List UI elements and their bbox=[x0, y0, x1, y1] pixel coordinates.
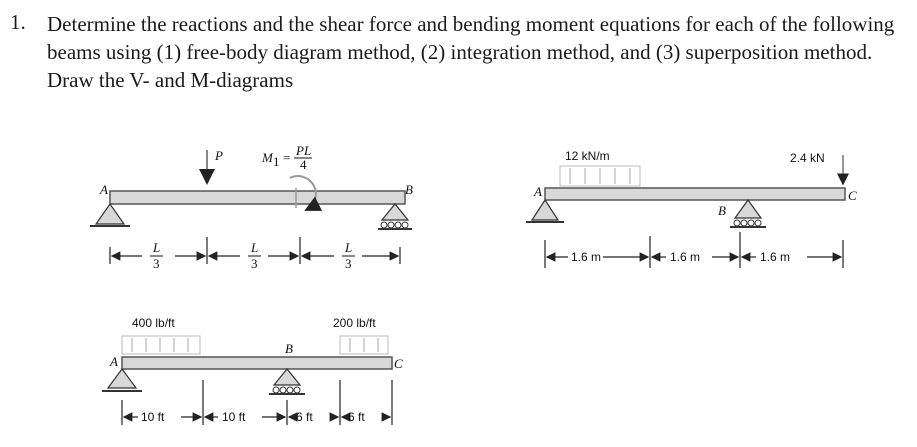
roller-wheel-icon bbox=[402, 222, 408, 228]
dim-1-denominator: 3 bbox=[153, 256, 160, 271]
beam-3-figure bbox=[102, 316, 403, 425]
moment-equals: = bbox=[283, 150, 291, 165]
support-a-label-3: A bbox=[110, 354, 118, 369]
roller-wheel-icon bbox=[388, 222, 394, 228]
roller-wheel-icon bbox=[381, 222, 387, 228]
dim-2-denominator: 3 bbox=[251, 256, 258, 271]
support-b-label-3: B bbox=[285, 341, 293, 356]
dim-3-3-label: 6 ft bbox=[296, 410, 313, 424]
dim-3-denominator: 3 bbox=[345, 256, 352, 271]
load-p-label: P bbox=[215, 148, 223, 163]
dim-3-1-label: 10 ft bbox=[141, 410, 165, 424]
roller-support-b-icon bbox=[382, 204, 408, 220]
dim-3-4-label: 6 ft bbox=[348, 410, 365, 424]
dim-2-3-label: 1.6 m bbox=[760, 250, 791, 264]
dim-2-2-label: 1.6 m bbox=[670, 250, 701, 264]
moment-subscript: 1 bbox=[273, 154, 280, 169]
beam-3 bbox=[122, 357, 392, 369]
pin-support-a-icon bbox=[96, 204, 124, 224]
dim-1-numerator: L bbox=[153, 240, 161, 255]
problem-number: 1. bbox=[10, 10, 26, 34]
support-a-label-2: A bbox=[534, 184, 542, 199]
dim-3-numerator: L bbox=[345, 240, 353, 255]
load-right-label: 200 lb/ft bbox=[333, 316, 376, 330]
moment-numerator: PL bbox=[296, 143, 312, 158]
problem-text: Determine the reactions and the shear force and bending moment equations for each of the following beams using (1) free-body diagram method, (2) integration method, and (3) superposition method. Draw the V- and M-diagrams bbox=[47, 12, 895, 92]
dist-load-label: 12 kN/m bbox=[565, 149, 610, 163]
load-left-label: 400 lb/ft bbox=[132, 316, 175, 330]
pin-support-a-icon bbox=[108, 369, 136, 388]
moment-denominator: 4 bbox=[300, 157, 307, 172]
dim-2-numerator: L bbox=[251, 240, 259, 255]
roller-wheel-icon bbox=[395, 222, 401, 228]
support-a-label: A bbox=[100, 182, 108, 197]
beam-1 bbox=[110, 191, 405, 204]
end-c-label-3: C bbox=[394, 356, 403, 371]
beam-2 bbox=[545, 188, 845, 200]
roller-support-b-icon bbox=[735, 200, 761, 218]
support-b-label-2: B bbox=[718, 203, 726, 218]
roller-support-b-icon bbox=[274, 369, 300, 385]
beam-1-figure bbox=[90, 143, 413, 271]
dim-3-2-label: 10 ft bbox=[222, 410, 246, 424]
support-b-label: B bbox=[405, 182, 413, 197]
pin-support-a-icon bbox=[532, 200, 558, 220]
dim-2-1-label: 1.6 m bbox=[571, 250, 602, 264]
point-load-label: 2.4 kN bbox=[790, 151, 825, 165]
beam-2-figure bbox=[526, 149, 857, 268]
end-c-label-2: C bbox=[848, 188, 857, 203]
moment-label: M bbox=[262, 150, 273, 165]
